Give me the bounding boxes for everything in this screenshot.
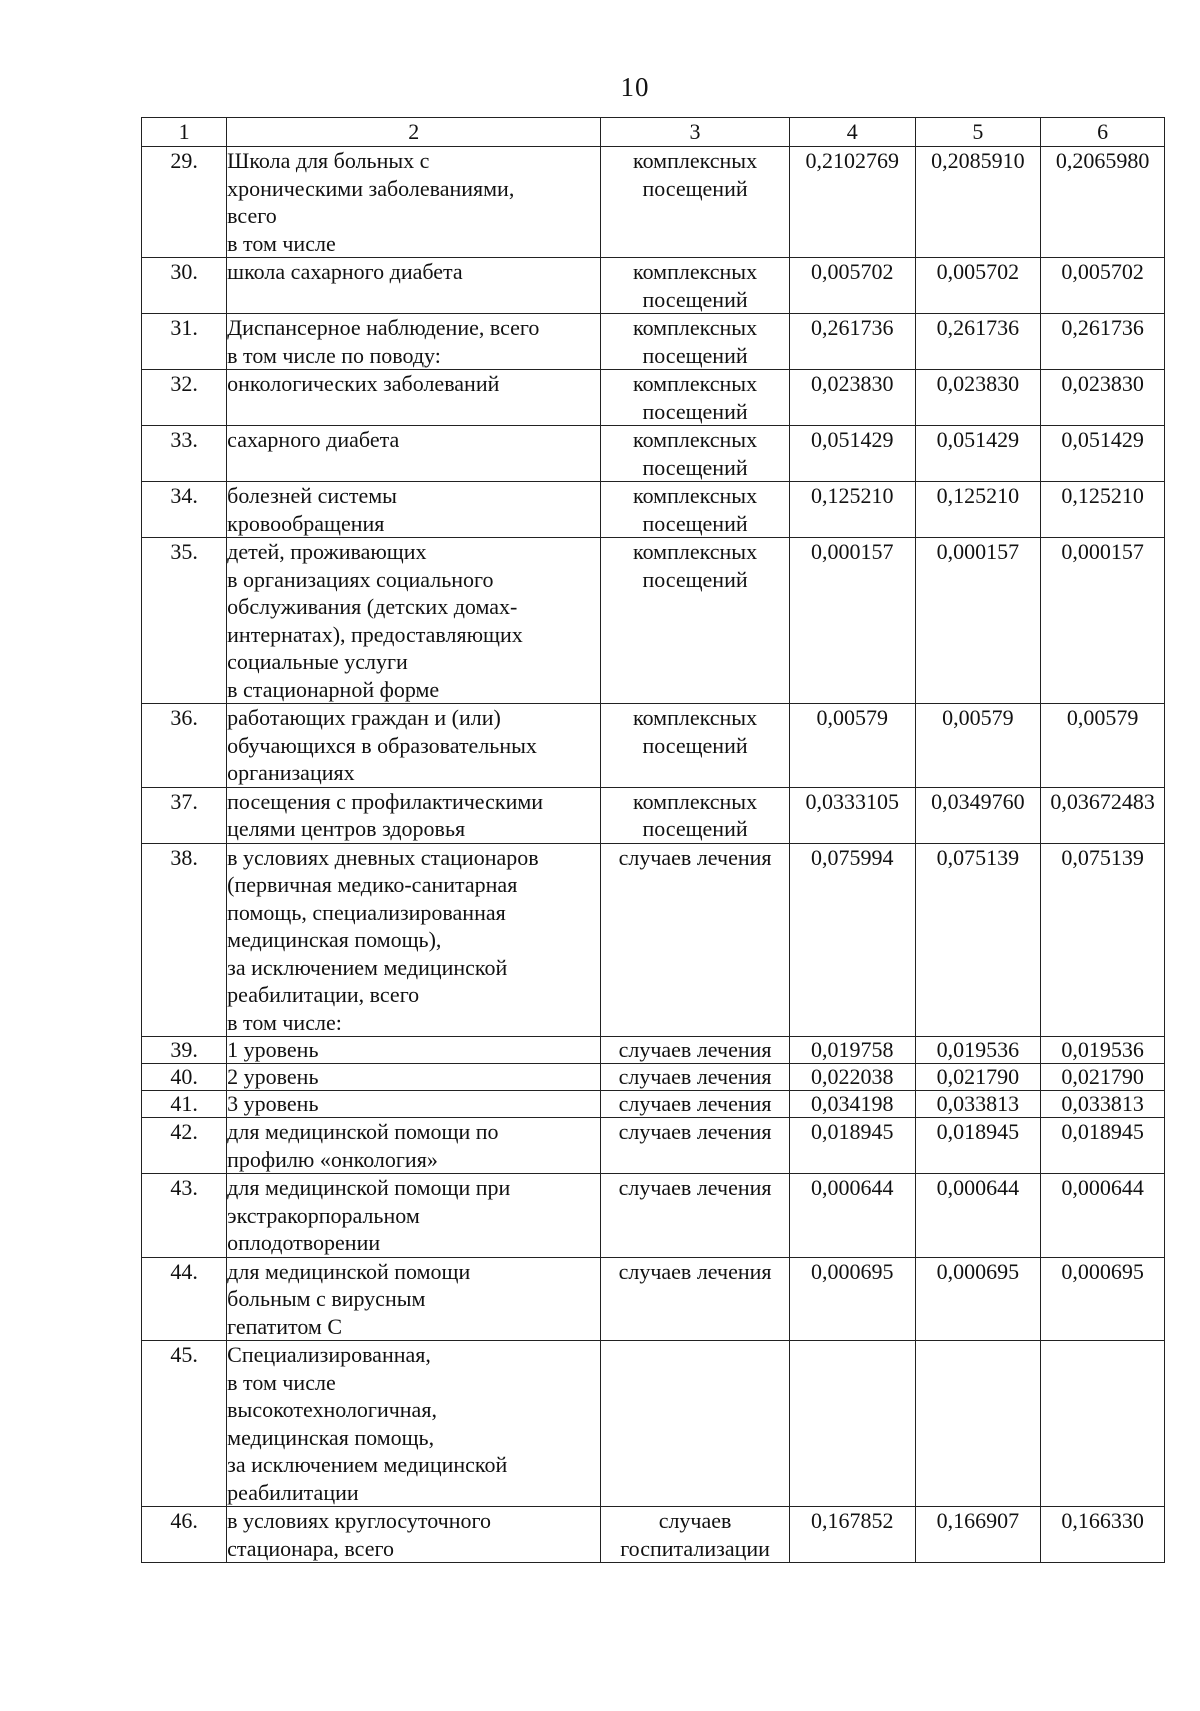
value-col5-cell: 0,075139 — [915, 843, 1041, 1037]
value-col5-cell: 0,261736 — [915, 314, 1041, 370]
header-cell-1: 1 — [142, 118, 227, 147]
row-name-cell: детей, проживающих в организациях социального обслуживания (детских домах- интернатах), предоставляющих социальные услуги в стационарной форме — [227, 538, 601, 704]
value-col6-cell: 0,261736 — [1041, 314, 1165, 370]
value-col5-cell: 0,023830 — [915, 370, 1041, 426]
row-unit-cell: случаев лечения — [601, 1118, 790, 1174]
table-row — [142, 426, 1165, 482]
value-col6-cell: 0,000644 — [1041, 1174, 1165, 1258]
value-col6-cell: 0,023830 — [1041, 370, 1165, 426]
row-unit-cell: случаев лечения — [601, 1064, 790, 1091]
table-row — [142, 370, 1165, 426]
value-col6-cell — [1041, 1341, 1165, 1507]
row-number-cell: 38. — [142, 843, 227, 1037]
row-name-cell: болезней системы кровообращения — [227, 482, 601, 538]
table-row — [142, 1064, 1165, 1091]
value-col5-cell: 0,000644 — [915, 1174, 1041, 1258]
row-unit-cell: случаев лечения — [601, 1091, 790, 1118]
value-col6-cell: 0,021790 — [1041, 1064, 1165, 1091]
table-row — [142, 314, 1165, 370]
value-col5-cell: 0,019536 — [915, 1037, 1041, 1064]
table-row — [142, 1091, 1165, 1118]
row-name-cell: сахарного диабета — [227, 426, 601, 482]
row-number-cell: 39. — [142, 1037, 227, 1064]
row-number-cell: 43. — [142, 1174, 227, 1258]
row-number-cell: 46. — [142, 1507, 227, 1563]
value-col4-cell: 0,022038 — [789, 1064, 915, 1091]
row-unit-cell: случаев лечения — [601, 1257, 790, 1341]
row-number-cell: 31. — [142, 314, 227, 370]
row-number-cell: 32. — [142, 370, 227, 426]
value-col5-cell: 0,000695 — [915, 1257, 1041, 1341]
row-unit-cell: комплексных посещений — [601, 538, 790, 704]
row-number-cell: 40. — [142, 1064, 227, 1091]
value-col5-cell: 0,0349760 — [915, 787, 1041, 843]
value-col4-cell — [789, 1341, 915, 1507]
table-row — [142, 843, 1165, 1037]
value-col6-cell: 0,075139 — [1041, 843, 1165, 1037]
value-col5-cell: 0,2085910 — [915, 147, 1041, 258]
table-row — [142, 787, 1165, 843]
row-unit-cell: случаев лечения — [601, 1174, 790, 1258]
row-name-cell: в условиях дневных стационаров (первичная медико-санитарная помощь, специализированная медицинская помощь), за исключением медицинской реабилитации, всего в том числе: — [227, 843, 601, 1037]
table-row — [142, 147, 1165, 258]
row-number-cell: 35. — [142, 538, 227, 704]
value-col6-cell: 0,125210 — [1041, 482, 1165, 538]
value-col4-cell: 0,000157 — [789, 538, 915, 704]
row-number-cell: 30. — [142, 258, 227, 314]
table-row — [142, 1507, 1165, 1563]
row-unit-cell: случаев госпитализации — [601, 1507, 790, 1563]
row-name-cell: для медицинской помощи при экстракорпоральном оплодотворении — [227, 1174, 601, 1258]
value-col4-cell: 0,005702 — [789, 258, 915, 314]
value-col5-cell: 0,033813 — [915, 1091, 1041, 1118]
row-number-cell: 29. — [142, 147, 227, 258]
row-unit-cell: случаев лечения — [601, 1037, 790, 1064]
value-col6-cell: 0,166330 — [1041, 1507, 1165, 1563]
row-name-cell: работающих граждан и (или) обучающихся в образовательных организациях — [227, 704, 601, 788]
row-number-cell: 44. — [142, 1257, 227, 1341]
table-row — [142, 1174, 1165, 1258]
value-col4-cell: 0,2102769 — [789, 147, 915, 258]
value-col4-cell: 0,000695 — [789, 1257, 915, 1341]
row-unit-cell: комплексных посещений — [601, 482, 790, 538]
value-col4-cell: 0,0333105 — [789, 787, 915, 843]
value-col5-cell: 0,000157 — [915, 538, 1041, 704]
row-number-cell: 36. — [142, 704, 227, 788]
row-unit-cell — [601, 1341, 790, 1507]
row-name-cell: онкологических заболеваний — [227, 370, 601, 426]
value-col4-cell: 0,023830 — [789, 370, 915, 426]
value-col6-cell: 0,005702 — [1041, 258, 1165, 314]
data-table — [141, 117, 1165, 1563]
value-col5-cell: 0,051429 — [915, 426, 1041, 482]
row-unit-cell: комплексных посещений — [601, 787, 790, 843]
row-name-cell: Школа для больных с хроническими заболеваниями, всего в том числе — [227, 147, 601, 258]
value-col6-cell: 0,00579 — [1041, 704, 1165, 788]
value-col5-cell: 0,005702 — [915, 258, 1041, 314]
header-cell-3: 3 — [601, 118, 790, 147]
row-name-cell: в условиях круглосуточного стационара, всего — [227, 1507, 601, 1563]
table-row — [142, 1341, 1165, 1507]
header-cell-6: 6 — [1041, 118, 1165, 147]
page-number: 10 — [620, 72, 650, 102]
table-row — [142, 1257, 1165, 1341]
value-col4-cell: 0,019758 — [789, 1037, 915, 1064]
row-unit-cell: комплексных посещений — [601, 147, 790, 258]
table-row — [142, 1037, 1165, 1064]
row-unit-cell: комплексных посещений — [601, 258, 790, 314]
value-col4-cell: 0,00579 — [789, 704, 915, 788]
value-col5-cell — [915, 1341, 1041, 1507]
row-number-cell: 45. — [142, 1341, 227, 1507]
value-col5-cell: 0,00579 — [915, 704, 1041, 788]
value-col4-cell: 0,000644 — [789, 1174, 915, 1258]
value-col4-cell: 0,167852 — [789, 1507, 915, 1563]
row-name-cell: для медицинской помощи по профилю «онкология» — [227, 1118, 601, 1174]
row-number-cell: 34. — [142, 482, 227, 538]
value-col5-cell: 0,166907 — [915, 1507, 1041, 1563]
header-cell-4: 4 — [789, 118, 915, 147]
value-col6-cell: 0,033813 — [1041, 1091, 1165, 1118]
table-header-row — [142, 118, 1165, 147]
header-cell-2: 2 — [227, 118, 601, 147]
table-row — [142, 1118, 1165, 1174]
row-number-cell: 37. — [142, 787, 227, 843]
value-col4-cell: 0,261736 — [789, 314, 915, 370]
row-unit-cell: комплексных посещений — [601, 314, 790, 370]
value-col4-cell: 0,075994 — [789, 843, 915, 1037]
row-name-cell: Диспансерное наблюдение, всего в том числе по поводу: — [227, 314, 601, 370]
value-col4-cell: 0,018945 — [789, 1118, 915, 1174]
table-row — [142, 258, 1165, 314]
value-col5-cell: 0,125210 — [915, 482, 1041, 538]
row-name-cell: для медицинской помощи больным с вирусным гепатитом С — [227, 1257, 601, 1341]
value-col4-cell: 0,051429 — [789, 426, 915, 482]
row-number-cell: 41. — [142, 1091, 227, 1118]
value-col5-cell: 0,021790 — [915, 1064, 1041, 1091]
header-cell-5: 5 — [915, 118, 1041, 147]
value-col6-cell: 0,018945 — [1041, 1118, 1165, 1174]
row-unit-cell: комплексных посещений — [601, 704, 790, 788]
row-unit-cell: комплексных посещений — [601, 426, 790, 482]
row-number-cell: 33. — [142, 426, 227, 482]
value-col4-cell: 0,034198 — [789, 1091, 915, 1118]
value-col6-cell: 0,2065980 — [1041, 147, 1165, 258]
row-name-cell: 2 уровень — [227, 1064, 601, 1091]
value-col5-cell: 0,018945 — [915, 1118, 1041, 1174]
row-unit-cell: случаев лечения — [601, 843, 790, 1037]
value-col6-cell: 0,051429 — [1041, 426, 1165, 482]
row-name-cell: 1 уровень — [227, 1037, 601, 1064]
value-col6-cell: 0,000157 — [1041, 538, 1165, 704]
row-name-cell: 3 уровень — [227, 1091, 601, 1118]
row-name-cell: посещения с профилактическими целями центров здоровья — [227, 787, 601, 843]
table-row — [142, 482, 1165, 538]
row-number-cell: 42. — [142, 1118, 227, 1174]
row-name-cell: Специализированная, в том числе высокотехнологичная, медицинская помощь, за исключением медицинской реабилитации — [227, 1341, 601, 1507]
value-col6-cell: 0,03672483 — [1041, 787, 1165, 843]
row-name-cell: школа сахарного диабета — [227, 258, 601, 314]
table-row — [142, 538, 1165, 704]
value-col6-cell: 0,000695 — [1041, 1257, 1165, 1341]
value-col4-cell: 0,125210 — [789, 482, 915, 538]
table-row — [142, 704, 1165, 788]
value-col6-cell: 0,019536 — [1041, 1037, 1165, 1064]
row-unit-cell: комплексных посещений — [601, 370, 790, 426]
